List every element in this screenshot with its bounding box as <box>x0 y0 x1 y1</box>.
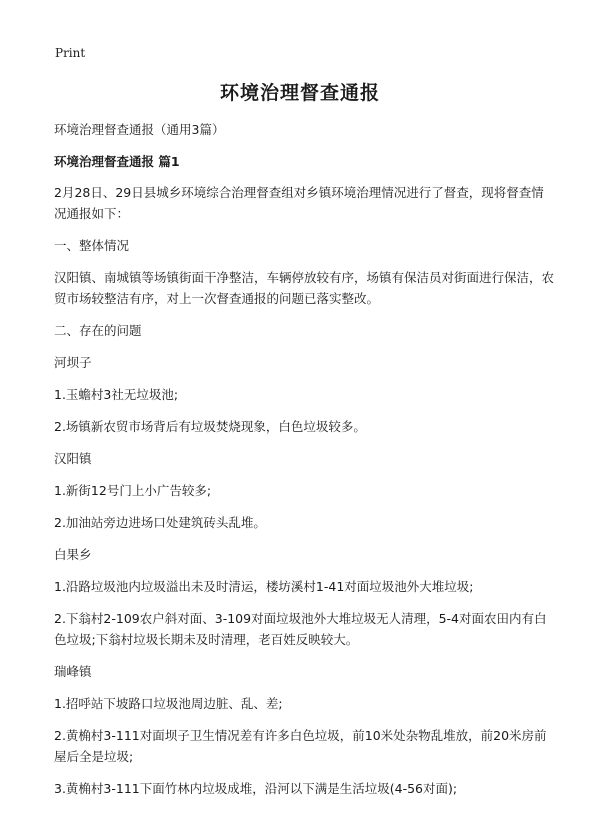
paragraph-intro: 2月28日、29日县城乡环境综合治理督查组对乡镇环境治理情况进行了督查，现将督查情况通报如下： <box>54 185 544 221</box>
location-heading: 河坝子 <box>54 355 92 370</box>
page-title: 环境治理督查通报 <box>219 82 380 104</box>
list-item: 3.黄桷村3-111下面竹林内垃圾成堆，沿河以下满是生活垃圾(4-56对面); <box>54 781 458 796</box>
list-item: 2.下翁村2-109农户斜对面、3-109对面垃圾池外大堆垃圾无人清理，5-4对面农田内有白色垃圾;下翁村垃圾长期未及时清理，老百姓反映较大。 <box>54 611 547 647</box>
heading-existing-problems: 二、存在的问题 <box>54 323 142 338</box>
list-item: 1.新街12号门上小广告较多; <box>54 483 212 498</box>
list-item: 2.加油站旁边进场口处建筑砖头乱堆。 <box>54 515 266 530</box>
location-heading: 汉阳镇 <box>54 451 92 466</box>
list-item: 2.场镇新农贸市场背后有垃圾焚烧现象，白色垃圾较多。 <box>54 419 366 434</box>
heading-overall-situation: 一、整体情况 <box>54 238 130 253</box>
print-label[interactable]: Print <box>55 46 86 60</box>
paragraph-overall-situation: 汉阳镇、南城镇等场镇街面干净整洁，车辆停放较有序，场镇有保洁员对街面进行保洁，农贸市场较整洁有序，对上一次督查通报的问题已落实整改。 <box>54 270 555 306</box>
location-heading: 瑞峰镇 <box>54 664 92 679</box>
list-item: 1.沿路垃圾池内垃圾溢出未及时清运，楼坊溪村1-41对面垃圾池外大堆垃圾; <box>54 579 474 594</box>
document-body <box>54 119 554 810</box>
list-item: 1.招呼站下坡路口垃圾池周边脏、乱、差; <box>54 696 283 711</box>
section-heading: 环境治理督查通报 篇1 <box>54 154 180 169</box>
document-subtitle: 环境治理督查通报（通用3篇） <box>54 122 225 137</box>
list-item: 2.黄桷村3-111对面坝子卫生情况差有许多白色垃圾，前10米处杂物乱堆放，前20米房前屋后全是垃圾; <box>54 728 547 764</box>
list-item: 1.玉蟾村3社无垃圾池; <box>54 387 179 402</box>
location-heading: 白果乡 <box>54 547 92 562</box>
